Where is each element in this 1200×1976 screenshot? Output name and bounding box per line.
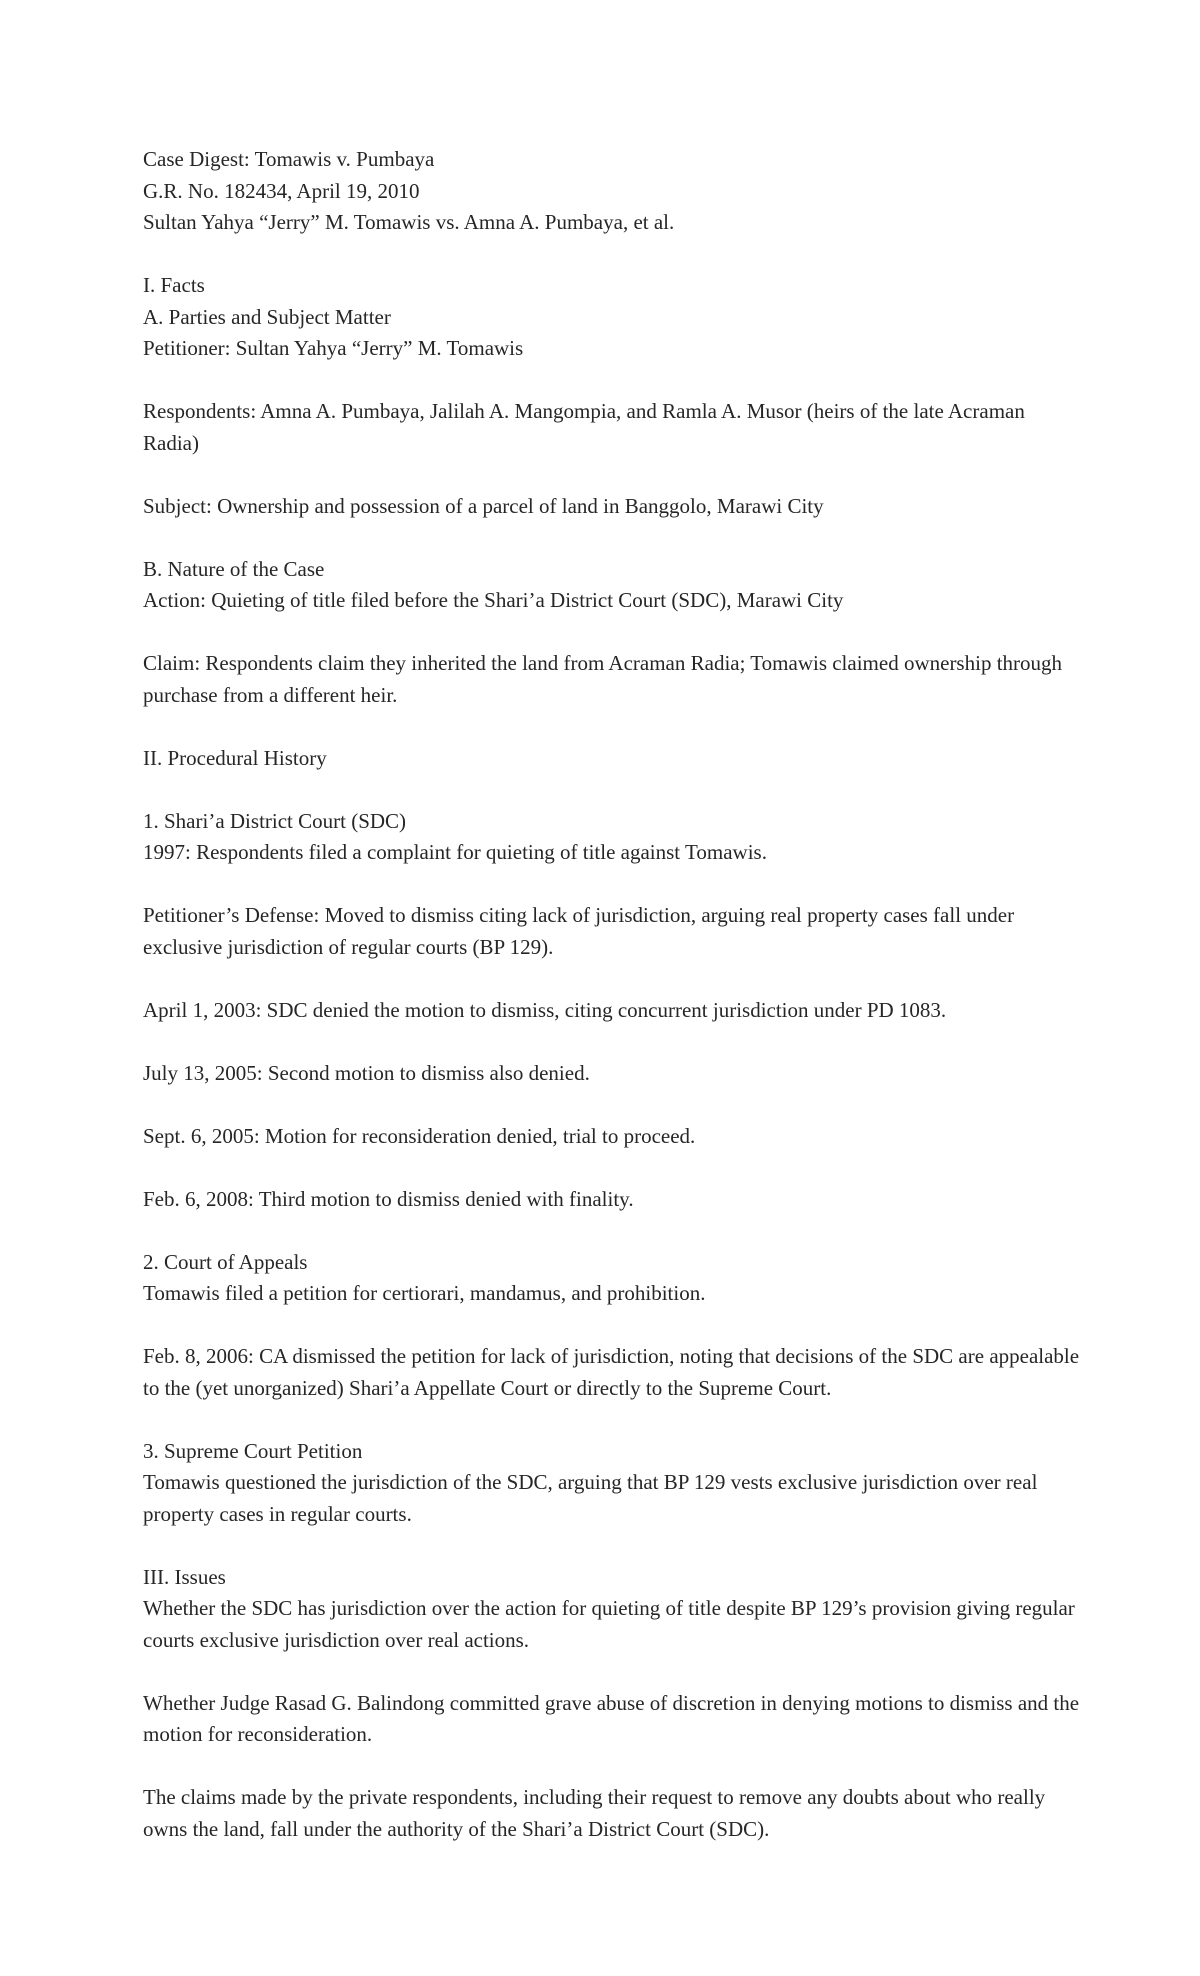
facts-block [143, 270, 1083, 365]
petitioner-line: Petitioner: Sultan Yahya “Jerry” M. Tomawis [143, 336, 524, 360]
subheading-supreme-court: 3. Supreme Court Petition [143, 1438, 363, 1463]
section-heading-facts: I. Facts [143, 273, 205, 297]
subheading-sdc: 1. Shari’a District Court (SDC) [143, 808, 407, 833]
sept-2005-paragraph [143, 1121, 1083, 1153]
section-heading-issues: III. Issues [143, 1564, 226, 1589]
sept-2005-text: Sept. 6, 2005: Motion for reconsideration denied, trial to proceed. [143, 1123, 696, 1148]
defense-text: Petitioner’s Defense: Moved to dismiss citing lack of jurisdiction, arguing real property cases fall under exclusive jurisdiction of regular courts (BP 129). [143, 903, 1015, 959]
sdc-block [143, 806, 1083, 869]
respondents-paragraph [143, 396, 1083, 459]
conclusion-paragraph [143, 1782, 1083, 1845]
issue-1-text: Whether the SDC has jurisdiction over the action for quieting of title despite BP 129’s provision giving regular courts exclusive jurisdiction over real actions. [143, 1596, 1075, 1652]
subheading-parties: A. Parties and Subject Matter [143, 304, 391, 329]
action-text: Action: Quieting of title filed before the Shari’a District Court (SDC), Marawi City [143, 588, 844, 612]
feb-2006-text: Feb. 8, 2006: CA dismissed the petition for lack of jurisdiction, noting that decisions of the SDC are appealable to the (yet unorganized) Shari’a Appellate Court or directly to the Supreme Court. [143, 1344, 1080, 1400]
ca-block [143, 1247, 1083, 1310]
gr-number: G.R. No. 182434, April 19, 2010 [143, 178, 420, 203]
feb-2008-text: Feb. 6, 2008: Third motion to dismiss denied with finality. [143, 1186, 634, 1211]
header-block [143, 144, 1083, 239]
subject-text: Subject: Ownership and possession of a parcel of land in Banggolo, Marawi City [143, 493, 824, 518]
case-name: Sultan Yahya “Jerry” M. Tomawis vs. Amna A. Pumbaya, et al. [143, 210, 675, 234]
sdc-1997-text: 1997: Respondents filed a complaint for quieting of title against Tomawis. [143, 840, 767, 864]
april-2003-text: April 1, 2003: SDC denied the motion to dismiss, citing concurrent jurisdiction under PD 1083. [143, 997, 947, 1022]
subheading-court-of-appeals: 2. Court of Appeals [143, 1249, 308, 1274]
sc-petition-text: Tomawis questioned the jurisdiction of the SDC, arguing that BP 129 vests exclusive jurisdiction over real property cases in regular courts. [143, 1470, 1038, 1526]
issue-2-text: Whether Judge Rasad G. Balindong committed grave abuse of discretion in denying motions to dismiss and the motion for reconsideration. [143, 1690, 1080, 1746]
nature-block [143, 554, 1083, 617]
april-2003-paragraph [143, 995, 1083, 1027]
subject-paragraph [143, 491, 1083, 523]
procedural-heading-block [143, 743, 1083, 775]
july-2005-paragraph [143, 1058, 1083, 1090]
sc-block [143, 1436, 1083, 1531]
july-2005-text: July 13, 2005: Second motion to dismiss also denied. [143, 1060, 590, 1085]
subheading-nature: B. Nature of the Case [143, 556, 325, 581]
claim-paragraph [143, 648, 1083, 711]
feb-2008-paragraph [143, 1184, 1083, 1216]
ca-petition-text: Tomawis filed a petition for certiorari, mandamus, and prohibition. [143, 1281, 706, 1305]
section-heading-procedural-history: II. Procedural History [143, 745, 327, 770]
issue-2-paragraph [143, 1688, 1083, 1751]
defense-paragraph [143, 900, 1083, 963]
feb-2006-paragraph [143, 1341, 1083, 1404]
document-title: Case Digest: Tomawis v. Pumbaya [143, 147, 435, 171]
respondents-text: Respondents: Amna A. Pumbaya, Jalilah A. Mangompia, and Ramla A. Musor (heirs of the late Acraman Radia) [143, 399, 1025, 455]
conclusion-text: The claims made by the private respondents, including their request to remove any doubts about who really owns the land, fall under the authority of the Shari’a District Court (SDC). [143, 1785, 1046, 1841]
issues-block [143, 1562, 1083, 1657]
document-body [143, 144, 1083, 1845]
claim-text: Claim: Respondents claim they inherited the land from Acraman Radia; Tomawis claimed ownership through purchase from a different heir. [143, 651, 1063, 707]
